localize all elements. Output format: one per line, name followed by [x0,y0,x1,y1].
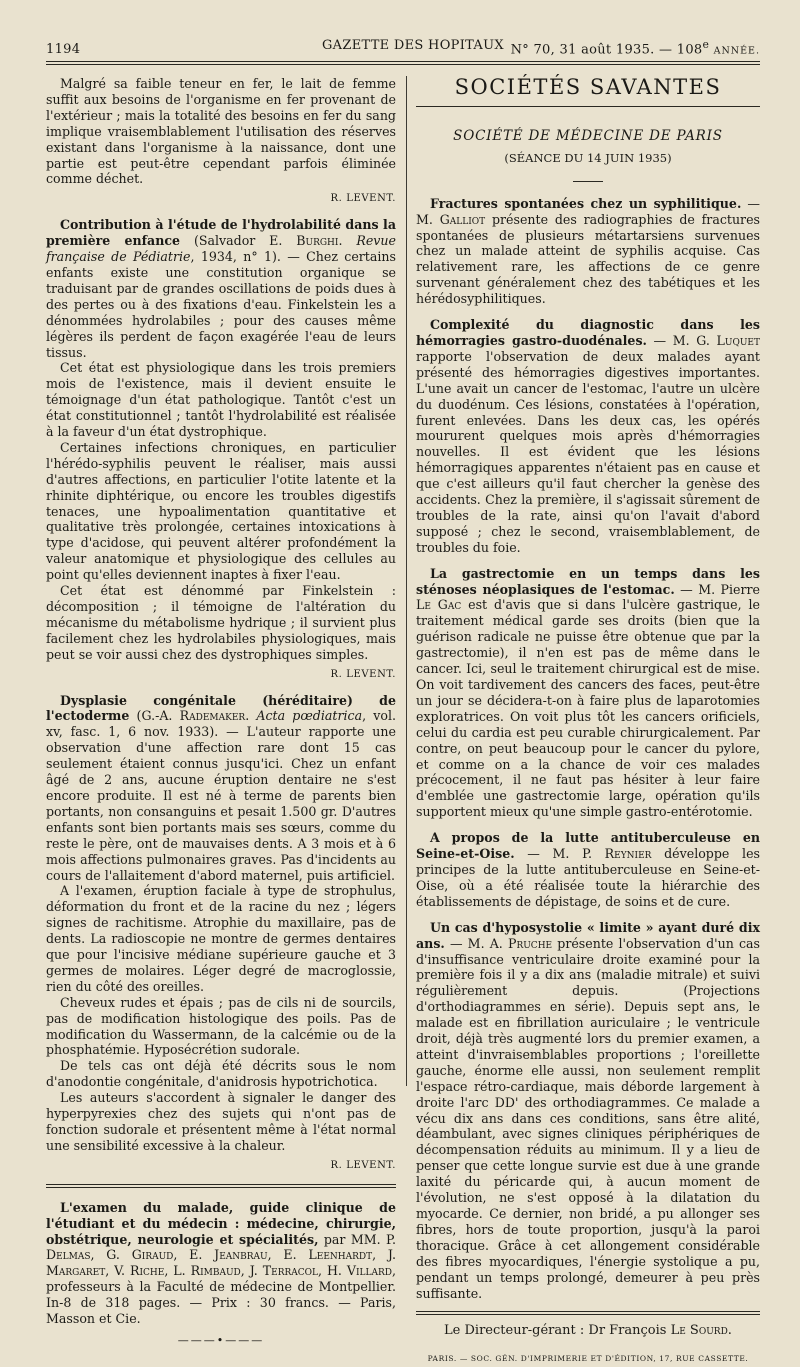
report-text: La gastrectomie en un temps dans les sténoses néoplasiques de l'estomac. — M. Pierre Le Gac est d'avis que si dans l'ulcère gastrique, le traitement médical garde ses droits (bien que la guérison radicale ne puisse être obtenue que par la gastrectomie), il n'en est pas de même dans le cancer. Ici, seul le traitement chirurgical est de mise. On voit tardivement des cancers des faces, peut-être un jour se décidera-t-on à faire plus de laparotomies exploratrices. On voit plus tôt les cancers orificiels, celui du cardia est peu curable chirurgicalement. Par contre, on peut beaucoup pour le cancer du pylore, et comme on a la chance de voir ces malades précocement, il ne faut pas hésiter à leur faire d'emblée une gastrectomie large, opération qu'ils supportent mieux qu'une simple gastro-entérotomie. [416,565,760,820]
author-name: Rimbaud [190,1263,241,1279]
article-title: Contribution à l'étude de l'hydrolabilité dans la première enfance [46,217,396,249]
page-number: 1194 [46,42,81,57]
article-author: Burghi [296,233,339,249]
article-text: Malgré sa faible teneur en fer, le lait de femme suffit aux besoins de l'organisme en fer provenant de l'extérieur ; mais la totalité des besoins en fer du sang implique vraisemblablement l'utilisation des réserves existant dans l'organisme à la naissance, dont une partie est peut-être cependant parfois éliminée comme déchet. [46,76,396,187]
director-name: Le Sourd [670,1323,728,1339]
author-name: Riche [130,1263,165,1279]
report-author: Le Gac [416,597,462,613]
article-paragraph: A l'examen, éruption faciale à type de strophulus, déformation du front et de la racine du nez ; légers signes de rachitisme. Atrophie du maxillaire, pas de dents. La radioscopie ne montre de germes dentaires que pour l'incisive médiane supérieure gauche et 3 germes de molaires. Léger degré de macroglossie, rien du côté des oreilles. [46,883,396,994]
report-hemorragies [416,317,760,556]
article-hydrolabilite [46,217,396,682]
report-text: Complexité du diagnostic dans les hémorragies gastro-duodénales. — M. G. Luquet rapporte l'observation de deux malades ayant présenté des hémorragies digestives importantes. L'une avait un cancer de l'estomac, l'autre un ulcère du duodénum. Ces lésions, constatées à l'opération, furent enlevées. Dans les deux cas, les opérés moururent quelques mois après d'hémorragies nouvelles. Il est évident que les lésions hémorragiques apparentes n'étaient pas en cause et que c'est ailleurs qu'il faut chercher la genèse des accidents. Chez la première, il s'agissait sûrement de troubles de la rate, ainsi qu'on l'avait d'abord supposé ; chez le second, vraisemblablement, de troubles du foie. [416,317,760,555]
author-name: Leenhardt [308,1247,373,1263]
book-title: L'examen du malade, guide clinique de l'étudiant et du médecin : médecine, chirurgie, obstétrique, neurologie et spécialités, [46,1199,396,1247]
short-rule [573,181,603,182]
left-column [46,76,396,1357]
report-title: Fractures spontanées chez un syphilitique. [430,195,742,211]
article-paragraph: Certaines infections chroniques, en particulier l'hérédo-syphilis peuvent le réaliser, mais aussi d'autres affections, en particulier l'otite latente et la rhinite diphtérique, ou encore les troubles digestifs tenaces, une hypoalimentation quantitative et qualitative très prolongée, certaines intoxications à type d'acidose, qui peuvent altérer profondément la valeur anatomique et physiologique des cellules au point qu'elles deviennent inaptes à fixer l'eau. [46,439,396,583]
right-column [416,76,760,1367]
author-name: Jeanbrau [214,1247,268,1263]
page-header [46,38,760,58]
article-journal: Acta pœdiatrica [256,708,363,724]
report-hyposystolie [416,920,760,1302]
report-fractures [416,196,760,307]
report-text: A propos de la lutte antituberculeuse en Seine-et-Oise. — M. P. Reynier développe les principes de la lutte antituberculeuse en Seine-et-Oise, où a été réalisée toute la hiérarchie des établissements de dépistage, de soins et de cure. [416,830,760,909]
article-signature: R. LEVENT. [330,193,396,205]
report-gastrectomie [416,566,760,821]
report-title: A propos de la lutte antituberculeuse en Seine-et-Oise. [416,830,760,862]
report-author: Luquet [716,332,760,348]
article-paragraph: Les auteurs s'accordent à signaler le danger des hyperpyrexies chez des sujets qui n'ont pas de fonction sudorale et présentent même à l'état normal une sensibilité excessive à la chaleur. [46,1090,396,1153]
author-name: Terracol [262,1263,318,1279]
article-heading: Contribution à l'étude de l'hydrolabilité dans la première enfance (Salvador E. Burghi. Revue française de Pédiatrie, 1934, n° 1). — Chez certains enfants existe une constitution organique se traduisant par de grandes oscillations de poids dues à des pertes ou à des fixations d'eau. Finkelstein les a dénommées hydrolabiles ; pour des causes même légères ils perdent de façon exagérée l'eau de leurs tissus. [46,217,396,360]
society-name: SOCIÉTÉ DE MÉDECINE DE PARIS [453,127,723,144]
session-date: (SÉANCE DU 14 JUIN 1935) [504,150,672,165]
issue-info: N° 70, 31 août 1935. — 108e ANNÉE. [510,38,760,58]
journal-title: GAZETTE DES HOPITAUX [322,38,504,53]
report-text: Fractures spontanées chez un syphilitique. — M. Galliot présente des radiographies de fractures spontanées de plusieurs métartarsiens survenues chez un malade atteint de syphilis acquise. Cas relativement rare, les affections de ce genre survenant généralement chez des tabétiques et les hérédosyphilitiques. [416,195,760,307]
report-author: Galliot [439,211,486,227]
section-rule-thin [46,1187,396,1188]
author-name: Villard [346,1263,392,1279]
author-name: Giraud [131,1247,174,1263]
article-paragraph: Cet état est physiologique dans les trois premiers mois de l'existence, mais il devient ensuite le témoignage d'un état pathologique. Tantôt c'est un état constitutionnel ; tantôt l'hydrolabilité est réalisée à la faveur d'un état dystrophique. [46,360,396,440]
article-paragraph: L'auteur rapporte une observation d'une affection rare dont 15 cas seulement étaient connus jusqu'ici. Chez un enfant âgé de 2 ans, aucune éruption dentaire ne s'est encore produite. Il est né à terme de parents bien portants, non consanguins et pesait 1.500 gr. D'autres enfants sont bien portants mais ses sœurs, comme du reste le père, ont de mauvaises dents. A 3 mois et à 6 mois affections pulmonaires graves. Pas d'incidents au cours de l'allaitement d'abord maternel, puis artificiel. [46,724,396,883]
book-review-text: L'examen du malade, guide clinique de l'étudiant et du médecin : médecine, chirurgie, obstétrique, neurologie et spécialités, par MM. P. Delmas, G. Giraud, E. Jeanbrau, E. Leenhardt, J. Margaret, V. Riche, L. Rimbaud, J. Terracol, H. Villard, professeurs à la Faculté de médecine de Montpellier. In-8 de 318 pages. — Prix : 30 francs. — Paris, Masson et Cie. [46,1199,396,1327]
ornament-divider: ———•——— [177,1333,265,1347]
report-title: La gastrectomie en un temps dans les sténoses néoplasiques de l'estomac. [416,565,760,597]
author-name: Margaret [46,1263,106,1279]
book-review [46,1200,396,1349]
director-line: Le Directeur-gérant : Dr François Le Sourd. [444,1323,732,1339]
report-antituberculeuse [416,830,760,910]
article-iron-milk [46,76,396,207]
article-paragraph: Chez certains enfants existe une constitution organique se traduisant par de grandes oscillations de poids dues à des pertes ou à des fixations d'eau. Finkelstein les a dénommées hydrolabiles ; pour des causes même légères ils perdent de façon exagérée l'eau de leurs tissus. [46,249,396,360]
report-text: Un cas d'hyposystolie « limite » ayant duré dix ans. — M. A. Pruche présente l'observation d'un cas d'insuffisance ventriculaire droite examiné pour la première fois il y a dix ans (maladie mitrale) et suivi régulièrement depuis. (Projections d'orthodiagrammes en série). Depuis sept ans, le malade est en fibrillation auriculaire ; le ventricule droit, déjà très augmenté lors du premier examen, a atteint d'invraisemblables proportions ; l'oreillette gauche, énorme elle aussi, non seulement remplit l'espace rétro-cardiaque, mais déborde largement à droite l'arc DD' des orthodiagrammes. Ce malade a vécu dix ans dans ces conditions, sans être alité, déambulant, avec signes cliniques périphériques de décompensation réduits au minimum. Il y a lieu de penser que cette longue survie est due à une grande laxité du péricarde qui, à aucun moment de l'évolution, ne s'est opposé à la dilatation du myocarde. Ce dernier, non bridé, a pu allonger ses fibres, hors de toute proportion, jusqu'à la paroi thoracique. Grâce à cet allongement considérable des fibres myocardiques, l'énergie systolique a pu, pendant un temps prolongé, demeurer à peu près suffisante. [416,919,760,1301]
section-rule [46,1184,396,1185]
report-title: Complexité du diagnostic dans les hémorragies gastro-duodénales. [416,317,760,348]
footer-rule-thin [416,1314,760,1315]
column-divider [406,76,407,1086]
report-title: Un cas d'hyposystolie « limite » ayant duré dix ans. [416,919,760,951]
footer-rule [416,1311,760,1312]
article-paragraph: Cheveux rudes et épais ; pas de cils ni de sourcils, pas de modification histologique des poils. Pas de modification du Wassermann, de la calcémie ou de la phosphatémie. Hyposécrétion sudorale. [46,994,396,1058]
report-author: Pruche [507,935,553,951]
header-rule-thin [46,64,760,65]
article-signature: R. LEVENT. [330,668,396,680]
printer-imprint: PARIS. — SOC. GÉN. D'IMPRIMERIE ET D'ÉDITION, 17, RUE CASSETTE. [427,1354,749,1364]
article-dysplasie [46,693,396,1174]
article-signature: R. LEVENT. [330,1159,396,1171]
report-author: Reynier [604,846,652,862]
author-name: Delmas [46,1247,91,1263]
header-rule [46,61,760,62]
article-paragraph: De tels cas ont déjà été décrits sous le nom d'anodontie congénitale, d'anidrosis hypotrichotica. [46,1058,396,1090]
article-heading: Dysplasie congénitale (héréditaire) de l'ectoderme (G.-A. Rademaker. Acta pœdiatrica, vol. xv, fasc. 1, 6 nov. 1933). — L'auteur rapporte une observation d'une affection rare dont 15 cas seulement étaient connus jusqu'ici. Chez un enfant âgé de 2 ans, aucune éruption dentaire ne s'est encore produite. Il est né à terme de parents bien portants, non consanguins et pesait 1.500 gr. D'autres enfants sont bien portants mais ses sœurs, comme du reste le père, ont de mauvaises dents. A 3 mois et à 6 mois affections pulmonaires graves. Pas d'incidents au cours de l'allaitement d'abord maternel, puis artificiel. [46,692,396,883]
article-journal: Revue française de Pédiatrie [46,233,396,265]
article-title: Dysplasie congénitale (héréditaire) de l'ectoderme [46,692,396,724]
article-paragraph: Cet état est dénommé par Finkelstein : décomposition ; il témoigne de l'altération du mécanisme du métabolisme hydrique ; il survient plus facilement chez les hydrolabiles physiologiques, mais peut se voir aussi chez des dystrophiques simples. [46,583,396,662]
section-title: SOCIÉTÉS SAVANTES [416,80,760,107]
article-author: Rademaker [179,708,246,724]
